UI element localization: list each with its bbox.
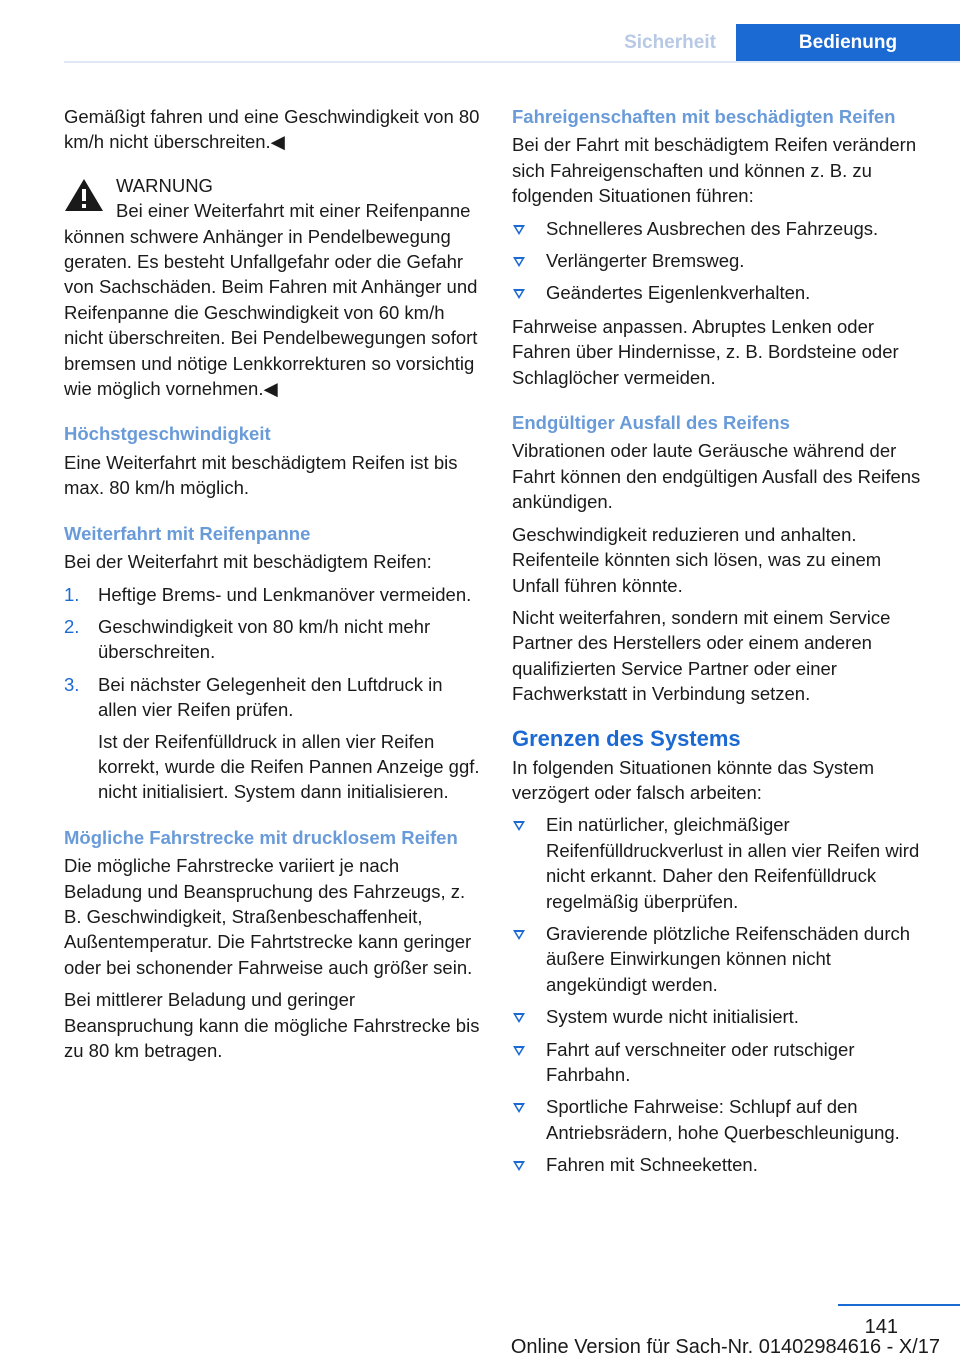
step-number: 1.	[64, 583, 80, 605]
heading-fahreigenschaften: Fahreigenschaften mit beschädigten Reifen	[512, 106, 896, 127]
tab-bedienung[interactable]: Bedienung	[736, 24, 960, 61]
list-item	[512, 248, 928, 273]
right-column	[512, 104, 928, 1186]
list-item	[512, 1152, 928, 1177]
warning-triangle-icon	[64, 177, 104, 213]
ausfall-text-2: Geschwindigkeit reduzieren und anhalten. Reifenteile könnten sich lösen, was zu einem Unfall führen könnte.	[512, 523, 882, 596]
moegliche-text-2: Bei mittlerer Beladung und geringer Beanspruchung kann die mögliche Fahrstrecke bis zu 80 km betragen.	[64, 989, 480, 1061]
list-item-text: Ein natürlicher, gleichmäßiger Reifenfülldruckverlust in allen vier Reifen wird nicht erkannt. Daher den Reifenfülldruck regelmäßig überprüfen.	[546, 814, 920, 912]
ausfall-text-3: Nicht weiterfahren, sondern mit einem Service Partner des Herstellers oder einem anderen qualifizierten Service Partner oder einer Fachwerkstatt in Verbindung setzen.	[512, 606, 891, 705]
list-item-text: Fahrt auf verschneiter oder rutschiger Fahrbahn.	[546, 1038, 855, 1085]
bullet-triangle-icon	[513, 257, 525, 267]
list-item-text: Gravierende plötzliche Reifenschäden durch äußere Einwirkungen können nicht angekündigt werden.	[546, 922, 911, 995]
list-item	[512, 1094, 928, 1145]
step-text: Bei nächster Gelegenheit den Luftdruck in allen vier Reifen prüfen.	[98, 673, 443, 721]
heading-hoechstgeschwindigkeit: Höchstgeschwindigkeit	[64, 423, 271, 445]
page-number: 141	[864, 1316, 898, 1338]
intro-paragraph: Gemäßigt fahren und eine Geschwindigkeit von 80 km/h nicht überschreiten.◀	[64, 106, 480, 153]
list-item	[64, 582, 482, 607]
bullet-triangle-icon	[513, 821, 525, 831]
bullet-triangle-icon	[513, 1013, 525, 1023]
heading-moegliche-fahrstrecke: Mögliche Fahrstrecke mit drucklosem Reifen	[64, 826, 458, 848]
list-item-text: Sportliche Fahrweise: Schlupf auf den Antriebsrädern, hohe Querbeschleunigung.	[546, 1096, 900, 1143]
grenzen-list	[512, 812, 928, 1177]
list-item	[512, 1037, 928, 1088]
list-item-text: Fahren mit Schneeketten.	[546, 1154, 758, 1176]
list-item-text: System wurde nicht initialisiert.	[546, 1006, 799, 1028]
tab-sicherheit[interactable]: Sicherheit	[624, 31, 716, 53]
bullet-triangle-icon	[513, 930, 525, 940]
list-item	[64, 672, 482, 805]
steps-list	[64, 582, 482, 805]
heading-endgueltiger-ausfall: Endgültiger Ausfall des Reifens	[512, 412, 790, 434]
heading-grenzen-des-systems: Grenzen des Systems	[512, 725, 741, 751]
list-item	[512, 921, 928, 997]
step-number: 3.	[64, 673, 80, 695]
list-item	[64, 614, 482, 665]
list-item	[512, 1004, 928, 1029]
fahreig-after: Fahrweise anpassen. Abruptes Lenken oder Fahren über Hindernisse, z. B. Bordsteine oder Schlaglöcher vermeiden.	[512, 315, 899, 388]
list-item	[512, 216, 928, 241]
list-item	[512, 280, 928, 305]
bullet-triangle-icon	[513, 1046, 525, 1056]
fahreig-text: Bei der Fahrt mit beschädigtem Reifen verändern sich Fahreigenschaften und können z. B. zu folgenden Situationen führen:	[512, 134, 917, 207]
list-item-text: Verlängerter Bremsweg.	[546, 250, 745, 272]
fahreig-list	[512, 216, 928, 306]
grenzen-text: In folgenden Situationen könnte das System verzögert oder falsch arbeiten:	[512, 756, 875, 803]
ausfall-text-1: Vibrationen oder laute Geräusche während der Fahrt können den endgültigen Ausfall des Reifens ankündigen.	[512, 440, 921, 513]
warning-title: WARNUNG	[116, 174, 213, 196]
hoechst-text: Eine Weiterfahrt mit beschädigtem Reifen ist bis max. 80 km/h möglich.	[64, 451, 458, 499]
step-text: Geschwindigkeit von 80 km/h nicht mehr überschreiten.	[98, 615, 431, 663]
bullet-triangle-icon	[513, 1103, 525, 1113]
footer-text: Online Version für Sach-Nr. 01402984616 - X/17	[510, 1336, 940, 1358]
moegliche-text-1: Die mögliche Fahrstrecke variiert je nach Beladung und Beanspruchung des Fahrzeugs, z. B. Geschwindigkeit, Straßenbeschaffenheit, Außentemperatur. Die Fahrtstrecke kann geringer oder bei schonender Fahrweise auch größer sein.	[64, 855, 473, 978]
list-item-text: Geändertes Eigenlenkverhalten.	[546, 282, 811, 304]
bullet-triangle-icon	[513, 289, 525, 299]
step-number: 2.	[64, 615, 80, 637]
page-number-rule	[838, 1304, 960, 1306]
step-subtext: Ist der Reifenfülldruck in allen vier Reifen korrekt, wurde die Reifen Pannen Anzeige ggf. nicht initialisiert. System dann initialisieren.	[98, 730, 480, 803]
weiter-text: Bei der Weiterfahrt mit beschädigtem Reifen:	[64, 551, 432, 573]
bullet-triangle-icon	[513, 225, 525, 235]
list-item-text: Schnelleres Ausbrechen des Fahrzeugs.	[546, 217, 879, 239]
header-rule	[64, 61, 960, 63]
step-text: Heftige Brems- und Lenkmanöver vermeiden.	[98, 583, 472, 605]
list-item	[512, 812, 928, 914]
warning-box	[64, 173, 482, 402]
left-column	[64, 104, 482, 1070]
bullet-triangle-icon	[513, 1161, 525, 1171]
warning-text: Bei einer Weiterfahrt mit einer Reifenpanne können schwere Anhänger in Pendelbewegung geraten. Es besteht Unfallgefahr oder die Gefahr von Sachschäden. Beim Fahren mit Anhänger und Reifenpanne die Geschwindigkeit von 60 km/h nicht überschreiten. Bei Pendelbewegungen sofort bremsen und nötige Lenkkorrekturen so vorsichtig wie möglich vornehmen.◀	[64, 200, 478, 400]
heading-weiterfahrt: Weiterfahrt mit Reifenpanne	[64, 522, 311, 544]
